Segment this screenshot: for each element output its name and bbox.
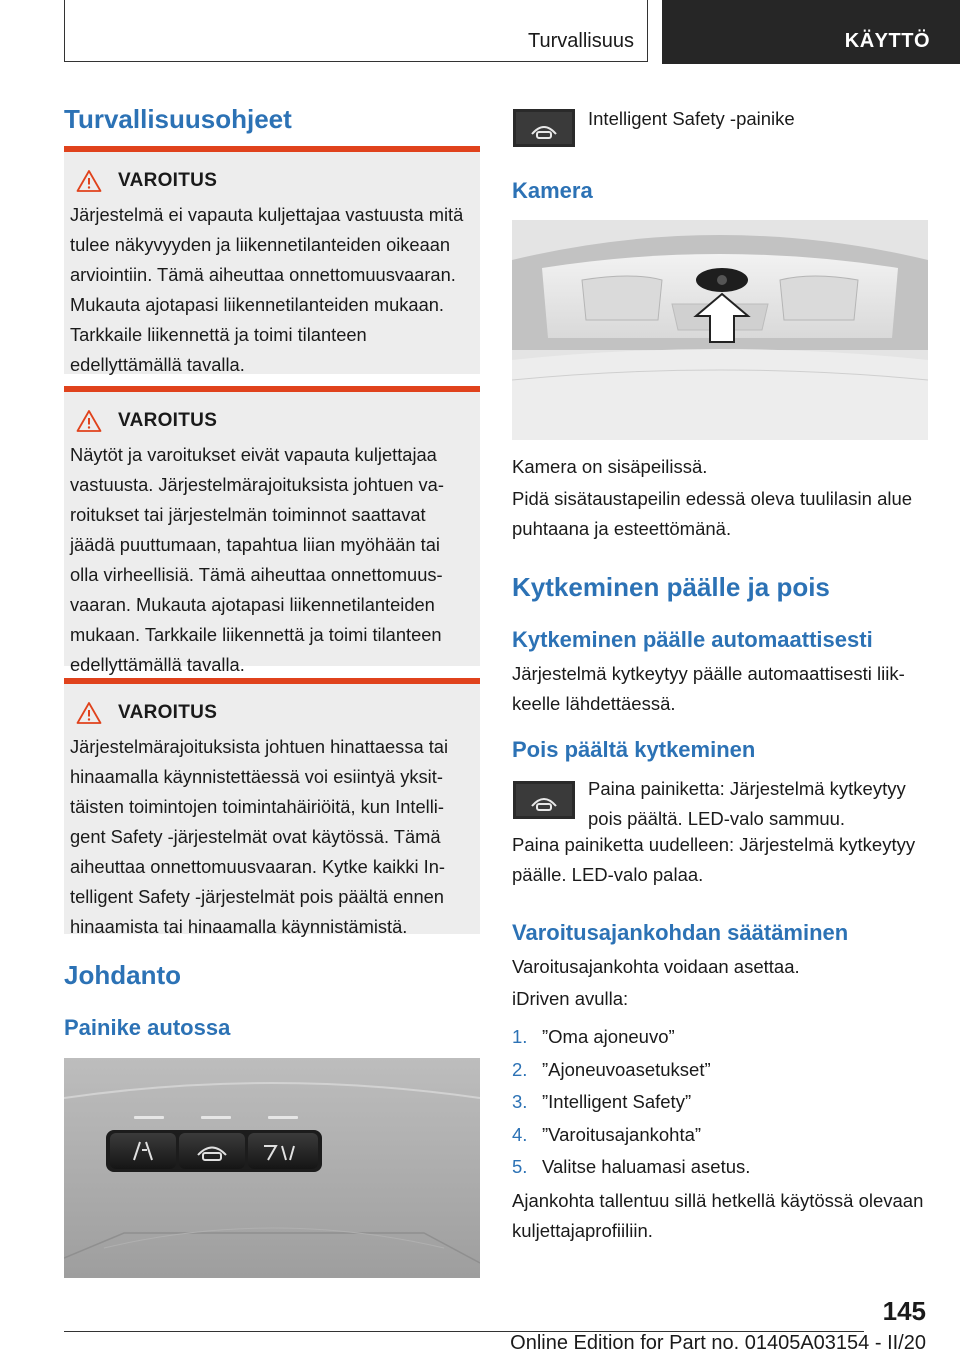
switch-on-off-heading: Kytkeminen päälle ja pois bbox=[512, 572, 830, 602]
list-item: 5. Valitse haluamasi asetus. bbox=[512, 1156, 751, 1177]
header-chapter-tab bbox=[662, 0, 960, 64]
switch-off-text: Paina painiketta: Järjestelmä kytkeytyy pois päältä. LED-valo sammuu. bbox=[588, 778, 906, 829]
list-item: 3. ”Intelligent Safety” bbox=[512, 1091, 692, 1112]
intelligent-safety-button-icon bbox=[512, 780, 576, 820]
profile-storage-text: Ajankohta tallentuu sillä hetkellä käytössä olevaan kuljettajaprofiiliin. bbox=[512, 1190, 924, 1241]
warning-text: Näytöt ja varoitukset eivät vapauta kuljettajaa vastuusta. Järjestelmärajoituksista johtuen varoitukset tai järjestelmän toiminnot saattavat jäädä puuttumaan, tapahtua liian myöhään tai olla virheellisiä. Tämä aiheuttaa onnettomuusvaaran. Mukauta ajotapasi liikennetilanteiden mukaan. Tarkkaile liikennettä ja toimi tilanteen edellyttämällä tavalla. bbox=[70, 444, 444, 675]
idrive-text: iDriven avulla: bbox=[512, 988, 629, 1009]
footer-edition: Online Edition for Part no. 01405A03154 - II/20 bbox=[510, 1332, 926, 1354]
camera-heading: Kamera bbox=[512, 178, 593, 203]
warning-box-1 bbox=[64, 146, 480, 374]
camera-location-text: Kamera on sisäpeilissä. bbox=[512, 456, 708, 477]
warning-text: Järjestelmärajoituksista johtuen hinattaessa tai hinaamalla käynnistettäessä voi esiintyä yksittäisten toimintojen toimintahäiriöitä, kun Intelligent Safety -järjestelmät ovat käytössä. Tämä aiheuttaa onnettomuusvaaran. Kytke kaikki Intelligent Safety -järjestelmät pois päältä ennen hinaamista tai hinaamalla käynnistämistä. bbox=[70, 736, 449, 937]
switch-on-again-text: Paina painiketta uudelleen: Järjestelmä kytkeytyy päälle. LED-valo palaa. bbox=[512, 834, 916, 885]
warning-timing-text: Varoitusajankohta voidaan asettaa. bbox=[512, 956, 800, 977]
button-in-car-heading: Painike autossa bbox=[64, 1015, 231, 1040]
warning-box-2 bbox=[64, 386, 480, 675]
introduction-heading: Johdanto bbox=[64, 960, 181, 990]
warning-text: Järjestelmä ei vapauta kuljettajaa vastuusta mitä tulee näkyvyyden ja liikennetilanteiden oikeaan arviointiin. Tämä aiheuttaa onnettomuusvaaran. Mukauta ajotapasi liikennetilanteiden mukaan. Tarkkaile liikennettä ja toimi tilanteen edellyttämällä tavalla. bbox=[70, 204, 464, 375]
switch-off-heading: Pois päältä kytkeminen bbox=[512, 737, 756, 762]
button-caption: Intelligent Safety -painike bbox=[588, 108, 795, 129]
intelligent-safety-button-icon bbox=[512, 108, 576, 148]
camera-clean-text: Pidä sisätaustapeilin edessä oleva tuulilasin alue puhtaana ja esteettömänä. bbox=[512, 488, 913, 539]
list-item: 2. ”Ajoneuvoasetukset” bbox=[512, 1058, 711, 1080]
header-chapter-label: KÄYTTÖ bbox=[844, 30, 930, 52]
warning-triangle-icon bbox=[76, 701, 102, 725]
header-section-title: Turvallisuus bbox=[528, 30, 634, 52]
list-item: 1. ”Oma ajoneuvo” bbox=[512, 1026, 675, 1047]
warning-triangle-icon bbox=[76, 409, 102, 433]
warning-label: VAROITUS bbox=[118, 170, 218, 191]
safety-instructions-heading: Turvallisuusohjeet bbox=[64, 104, 292, 134]
camera-photo bbox=[512, 220, 928, 440]
warning-box-3 bbox=[64, 678, 480, 937]
button-panel-photo bbox=[64, 1058, 480, 1278]
warning-triangle-icon bbox=[76, 169, 102, 193]
warning-label: VAROITUS bbox=[118, 410, 218, 431]
warning-timing-heading: Varoitusajankohdan säätäminen bbox=[512, 920, 849, 945]
page-number: 145 bbox=[882, 1296, 926, 1326]
settings-steps-list bbox=[512, 1022, 932, 1185]
auto-on-heading: Kytkeminen päälle automaattisesti bbox=[512, 627, 873, 652]
list-item: 4. ”Varoitusajankohta” bbox=[512, 1123, 702, 1145]
warning-label: VAROITUS bbox=[118, 702, 218, 723]
auto-on-text: Järjestelmä kytkeytyy päälle automaattisesti liikkeelle lähdettäessä. bbox=[512, 663, 905, 714]
